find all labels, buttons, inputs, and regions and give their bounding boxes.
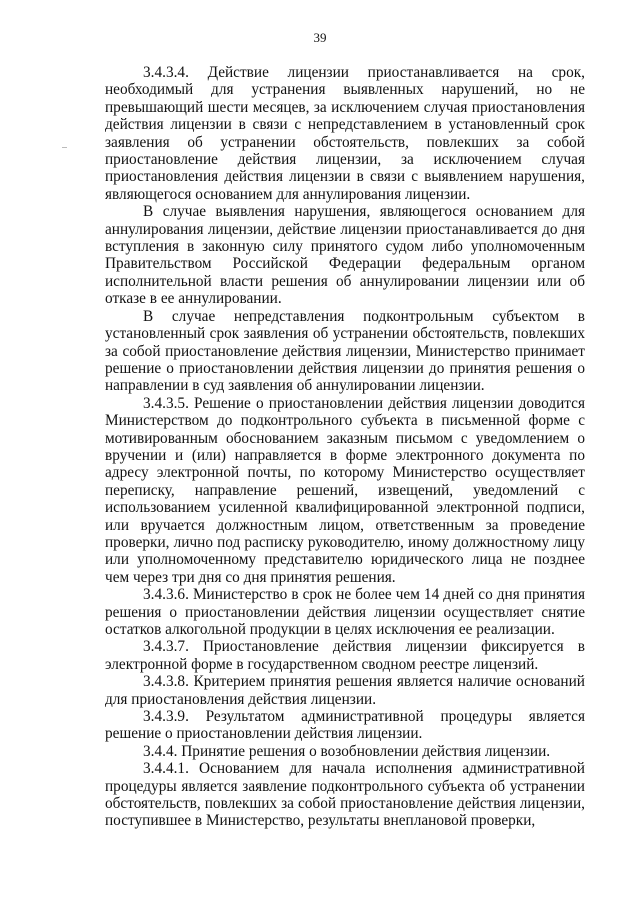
paragraph-non-submission: В случае непредставления подконтрольным субъектом в установленный срок заявления об устранении обстоятельств, повлекших за собой приостановление действия лицензии, Министерство принимает решение о приостановлении действия лицензии до принятия решения о направлении в суд заявления об аннулировании лицензии. bbox=[105, 307, 585, 395]
page-number: 39 bbox=[313, 30, 327, 45]
paragraph-3-4-4: 3.4.4. Принятие решения о возобновлении действия лицензии. bbox=[143, 742, 551, 760]
paragraph-3-4-3-9: 3.4.3.9. Результатом административной процедуры является решение о приостановлении действия лицензии. bbox=[105, 708, 585, 743]
paragraph-annulment-violation: В случае выявления нарушения, являющегося основанием для аннулирования лицензии, действие лицензии приостанавливается до дня вступления в законную силу принятого судом либо уполномоченным Правительством Российской Федерации федеральным органом исполнительной власти решения об аннулировании лицензии или об отказе в ее аннулировании. bbox=[105, 203, 585, 308]
paragraph-3-4-3-5: 3.4.3.5. Решение о приостановлении действия лицензии доводится Министерством до подконтрольного субъекта в письменной форме с мотивированным обоснованием заказным письмом с уведомлением о вручении и (или) направляется в форме электронного документа по адресу электронной почты, по которому Министерство осуществляет переписку, направление решений, извещений, уведомлений с использованием усиленной квалифицированной электронной подписи, или вручается должностным лицом, ответственным за проведение проверки, лично под расписку руководителю, иному должностному лицу или уполномоченному представителю юридического лица не позднее чем через три дня со дня принятия решения. bbox=[105, 394, 585, 586]
paragraph-3-4-3-8: 3.4.3.8. Критерием принятия решения является наличие оснований для приостановления действия лицензии. bbox=[105, 673, 585, 708]
document-body bbox=[105, 64, 585, 830]
paragraph-3-4-4-1: 3.4.4.1. Основанием для начала исполнения административной процедуры является заявление подконтрольного субъекта об устранении обстоятельств, повлекших за собой приостановление действия лицензии, поступившее в Министерство, результаты внеплановой проверки, bbox=[105, 760, 585, 830]
paragraph-3-4-3-6: 3.4.3.6. Министерство в срок не более чем 14 дней со дня принятия решения о приостановлении действия лицензии осуществляет снятие остатков алкогольной продукции в целях исключения ее реализации. bbox=[105, 586, 585, 638]
paragraph-3-4-3-7: 3.4.3.7. Приостановление действия лицензии фиксируется в электронной форме в государственном сводном реестре лицензий. bbox=[105, 638, 585, 673]
margin-mark bbox=[62, 147, 67, 148]
paragraph-3-4-3-4: 3.4.3.4. Действие лицензии приостанавливается на срок, необходимый для устранения выявленных нарушений, но не превышающий шести месяцев, за исключением случая приостановления действия лицензии в связи с непредставлением в установленный срок заявления об устранении обстоятельств, повлекших за собой приостановление действия лицензии, за исключением случая приостановления действия лицензии в связи с выявлением нарушения, являющегося основанием для аннулирования лицензии. bbox=[105, 64, 585, 203]
